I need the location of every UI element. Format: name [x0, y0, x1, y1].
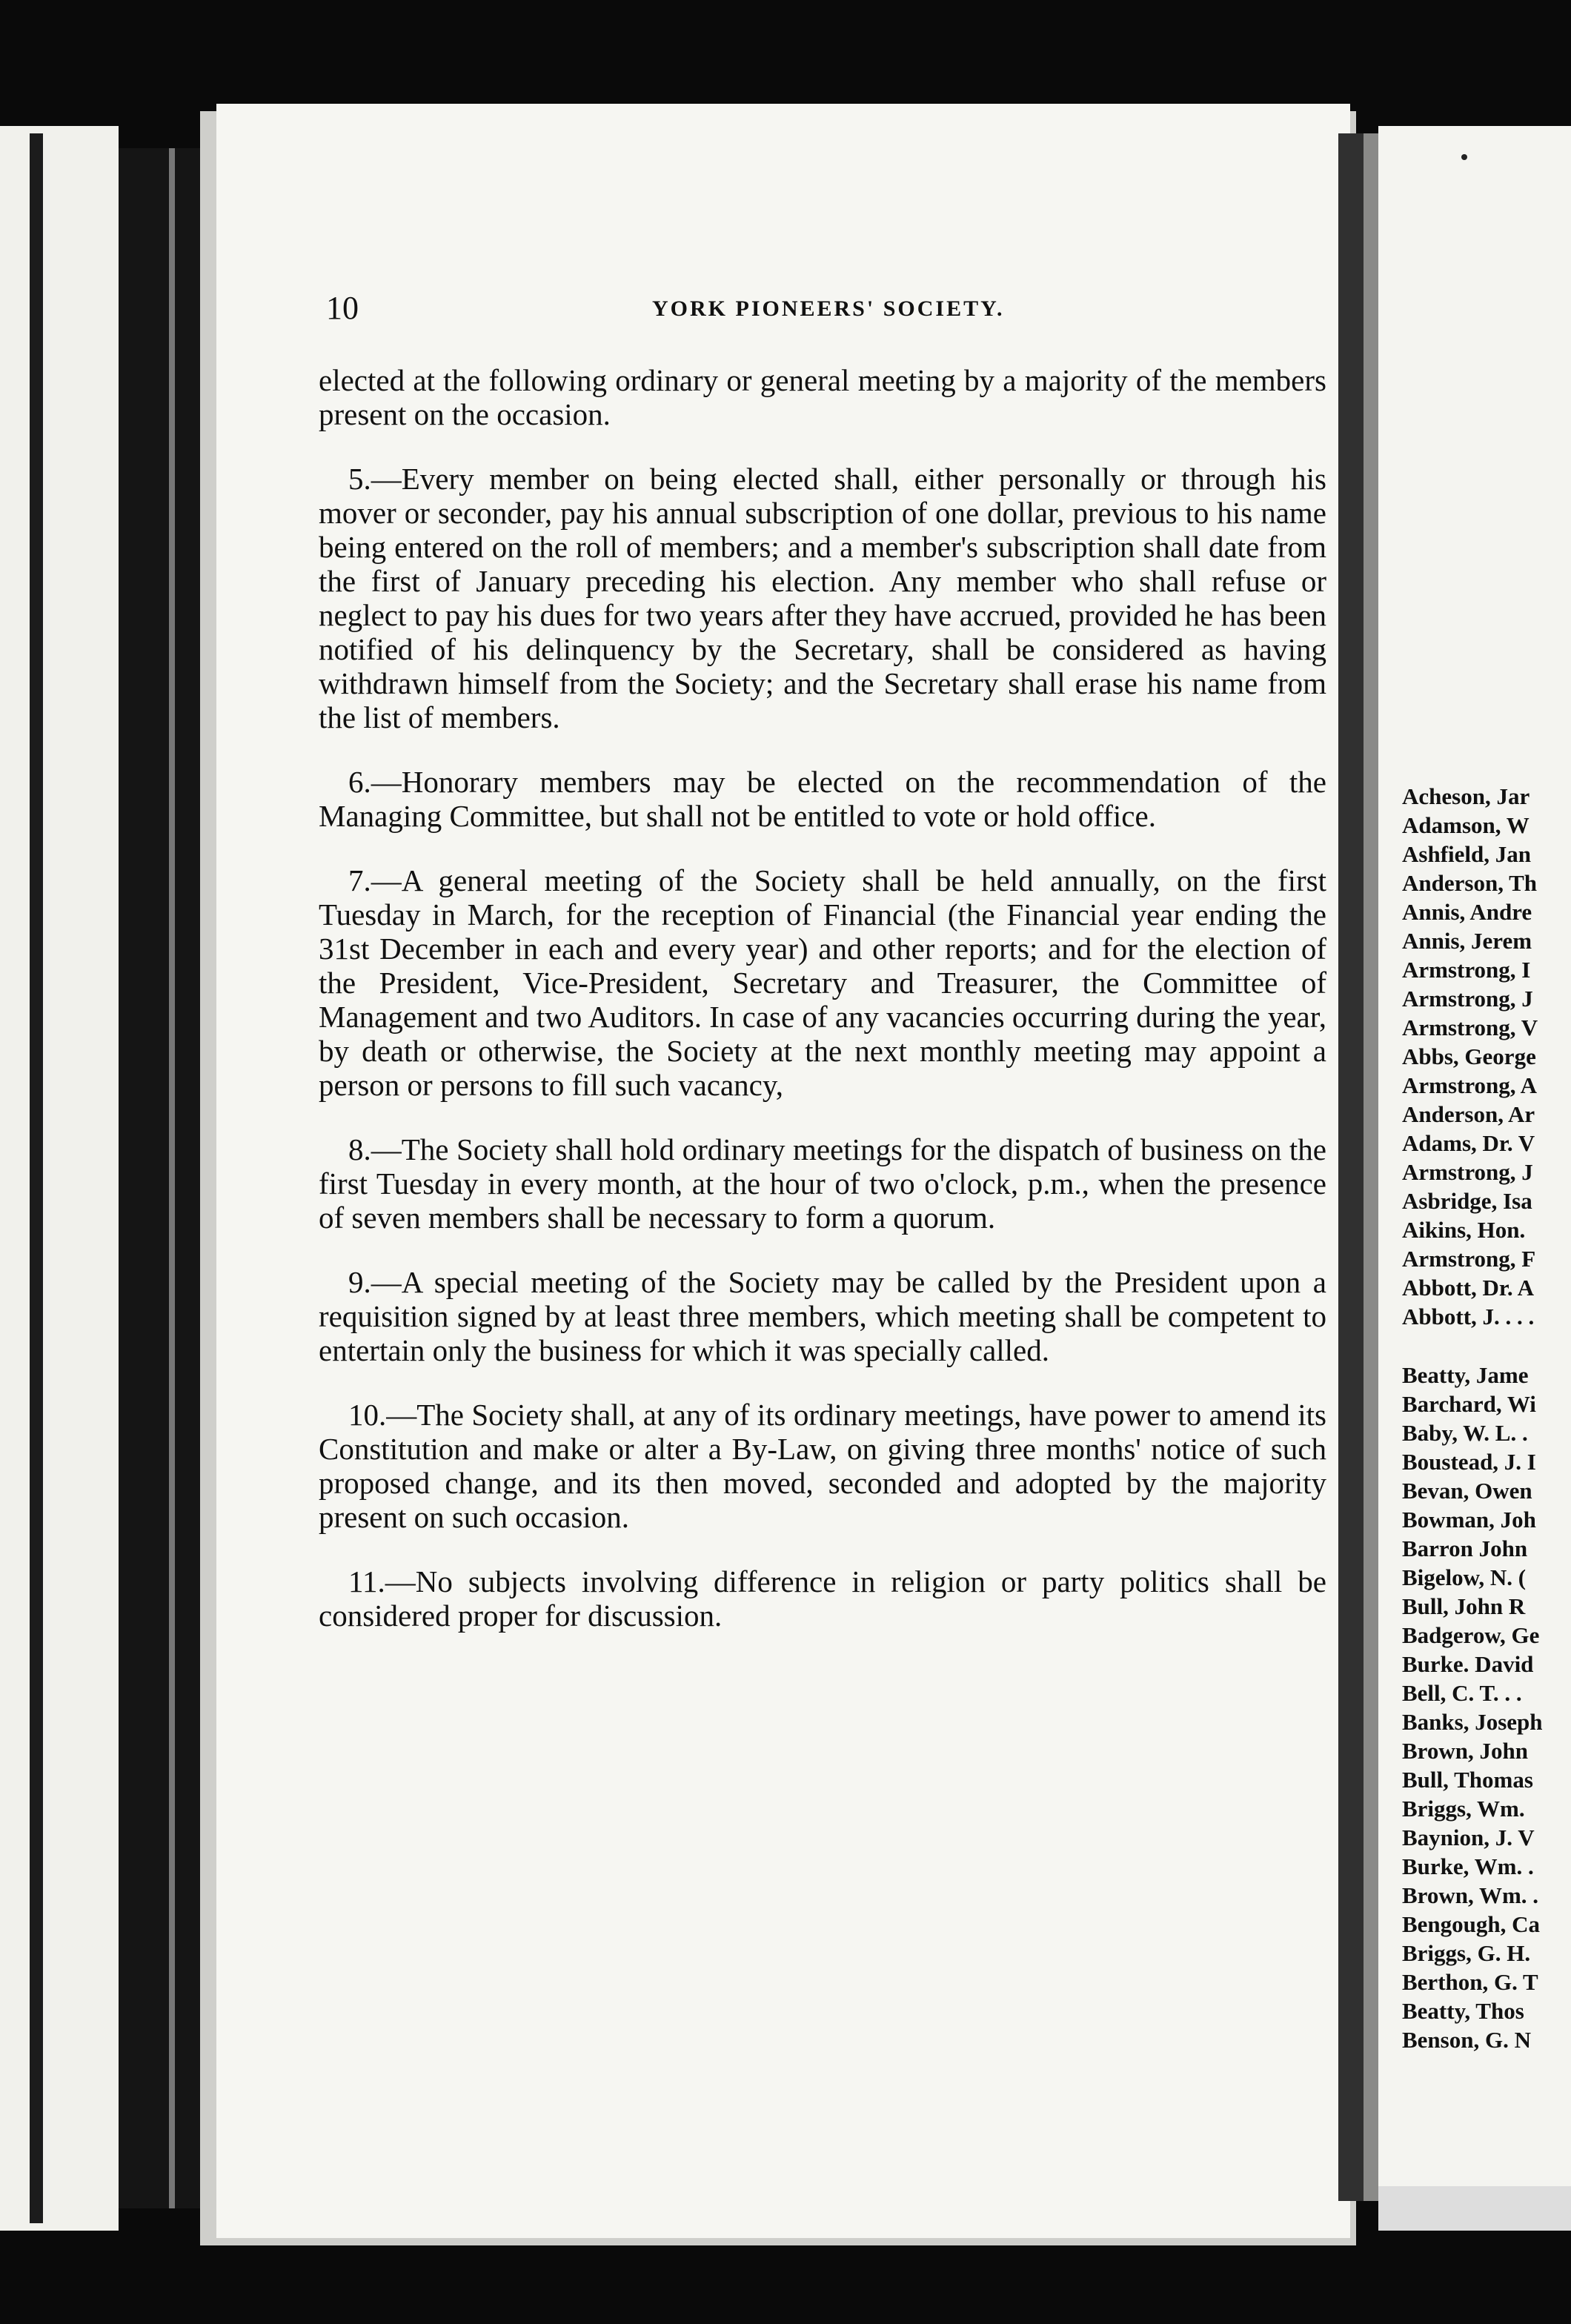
member-entry: Armstrong, J	[1402, 1159, 1533, 1185]
member-group-b	[1402, 1361, 1571, 2054]
member-entry: Anderson, Ar	[1402, 1101, 1535, 1127]
member-entry: Beatty, Jame	[1402, 1362, 1529, 1388]
member-entry: Armstrong, J	[1402, 986, 1533, 1012]
paragraph-rule-9: 9.—A special meeting of the Society may be called by the President upon a requisition signed by at least three members, which meeting shall be competent to entertain only the business for which it was specially called.	[319, 1265, 1326, 1367]
member-entry: Armstrong, I	[1402, 957, 1531, 983]
member-entry: Bull, John R	[1402, 1593, 1526, 1619]
member-entry: Boustead, J. I	[1402, 1449, 1536, 1475]
paragraph-rule-7: 7.—A general meeting of the Society shall be held annually, on the first Tuesday in March, for the reception of Financial (the Financial year ending the 31st December in each and every year) and other reports; and for the election of the President, Vice-President, Secretary and Treasurer, the Committee of Management and two Auditors. In case of any vacancies occurring during the year, by death or otherwise, the Society at the next monthly meeting may appoint a person or persons to fill such vacancy,	[319, 863, 1326, 1102]
member-entry: Bengough, Ca	[1402, 1911, 1541, 1937]
paragraph-rule-5: 5.—Every member on being elected shall, either personally or through his mover or seconder, pay his annual subscription of one dollar, previous to his name being entered on the roll of members; and a member's subscription shall date from the first of January preceding his election. Any member who shall refuse or neglect to pay his dues for two years after they have accrued, provided he has been notified of his delinquency by the Secretary, shall be considered as having withdrawn himself from the Society; and the Secretary shall erase his name from the list of members.	[319, 462, 1326, 734]
gutter-shadow	[1338, 133, 1364, 2201]
running-title: YORK PIONEERS' SOCIETY.	[652, 296, 1005, 321]
left-binding	[119, 148, 207, 2208]
body-text	[319, 363, 1326, 1663]
member-entry: Beatty, Thos	[1402, 1998, 1524, 2024]
member-entry: Banks, Joseph	[1402, 1709, 1543, 1735]
list-spacer	[1402, 1331, 1571, 1361]
member-entry: Annis, Andre	[1402, 899, 1532, 925]
member-entry: Bell, C. T. . .	[1402, 1680, 1522, 1706]
member-entry: Burke, Wm. .	[1402, 1853, 1534, 1879]
member-entry: Barron John	[1402, 1536, 1528, 1561]
member-entry: Brown, Wm. .	[1402, 1882, 1539, 1908]
member-entry: Burke. David	[1402, 1651, 1534, 1677]
member-entry: Armstrong, V	[1402, 1015, 1538, 1040]
member-entry: Ashfield, Jan	[1402, 841, 1531, 867]
member-entry: Aikins, Hon.	[1402, 1217, 1526, 1243]
member-entry: Adams, Dr. V	[1402, 1130, 1535, 1156]
member-entry: Bigelow, N. (	[1402, 1564, 1527, 1590]
member-entry: Berthon, G. T	[1402, 1969, 1538, 1995]
member-entry: Abbott, J. . . .	[1402, 1304, 1535, 1329]
left-page-edges	[0, 126, 119, 2231]
member-entry: Baynion, J. V	[1402, 1825, 1535, 1850]
member-entry: Asbridge, Isa	[1402, 1188, 1532, 1214]
member-entry: Anderson, Th	[1402, 870, 1538, 896]
member-entry: Baby, W. L. .	[1402, 1420, 1528, 1446]
paragraph-rule-10: 10.—The Society shall, at any of its ordinary meetings, have power to amend its Constitution and make or alter a By-Law, on giving three months' notice of such proposed change, and its then moved, seconded and adopted by the majority present on such occasion.	[319, 1398, 1326, 1534]
member-entry: Armstrong, F	[1402, 1246, 1536, 1272]
facing-page-bottom	[1378, 2186, 1571, 2231]
member-entry: Abbott, Dr. A	[1402, 1275, 1534, 1301]
left-page-gap	[30, 133, 43, 2223]
member-entry: Badgerow, Ge	[1402, 1622, 1540, 1648]
member-entry: Bowman, Joh	[1402, 1507, 1536, 1533]
member-entry: Abbs, George	[1402, 1043, 1536, 1069]
member-entry: Brown, John	[1402, 1738, 1528, 1764]
member-entry: Benson, G. N	[1402, 2027, 1531, 2053]
member-entry: Acheson, Jar	[1402, 783, 1530, 809]
member-entry: Adamson, W	[1402, 812, 1530, 838]
gutter-edge	[1364, 133, 1378, 2201]
member-entry: Annis, Jerem	[1402, 928, 1532, 954]
page-number: 10	[326, 290, 359, 326]
member-list	[1402, 782, 1571, 2054]
paragraph-rule-8: 8.—The Society shall hold ordinary meetings for the dispatch of business on the first Tuesday in every month, at the hour of two o'clock, p.m., when the presence of seven members shall be necessary to form a quorum.	[319, 1132, 1326, 1235]
paragraph-rule-11: 11.—No subjects involving difference in religion or party politics shall be considered proper for discussion.	[319, 1564, 1326, 1633]
member-group-a	[1402, 782, 1571, 1331]
paragraph-continuation: elected at the following ordinary or general meeting by a majority of the members present on the occasion.	[319, 363, 1326, 431]
member-entry: Bevan, Owen	[1402, 1478, 1532, 1504]
page-header	[326, 289, 1326, 333]
member-entry: Bull, Thomas	[1402, 1767, 1533, 1793]
paragraph-rule-6: 6.—Honorary members may be elected on the recommendation of the Managing Committee, but shall not be entitled to vote or hold office.	[319, 765, 1326, 833]
member-entry: Barchard, Wi	[1402, 1391, 1536, 1417]
member-entry: Briggs, G. H.	[1402, 1940, 1531, 1966]
ink-dot	[1461, 154, 1467, 160]
binding-rule	[169, 148, 175, 2208]
member-entry: Briggs, Wm.	[1402, 1796, 1525, 1822]
member-entry: Armstrong, A	[1402, 1072, 1537, 1098]
